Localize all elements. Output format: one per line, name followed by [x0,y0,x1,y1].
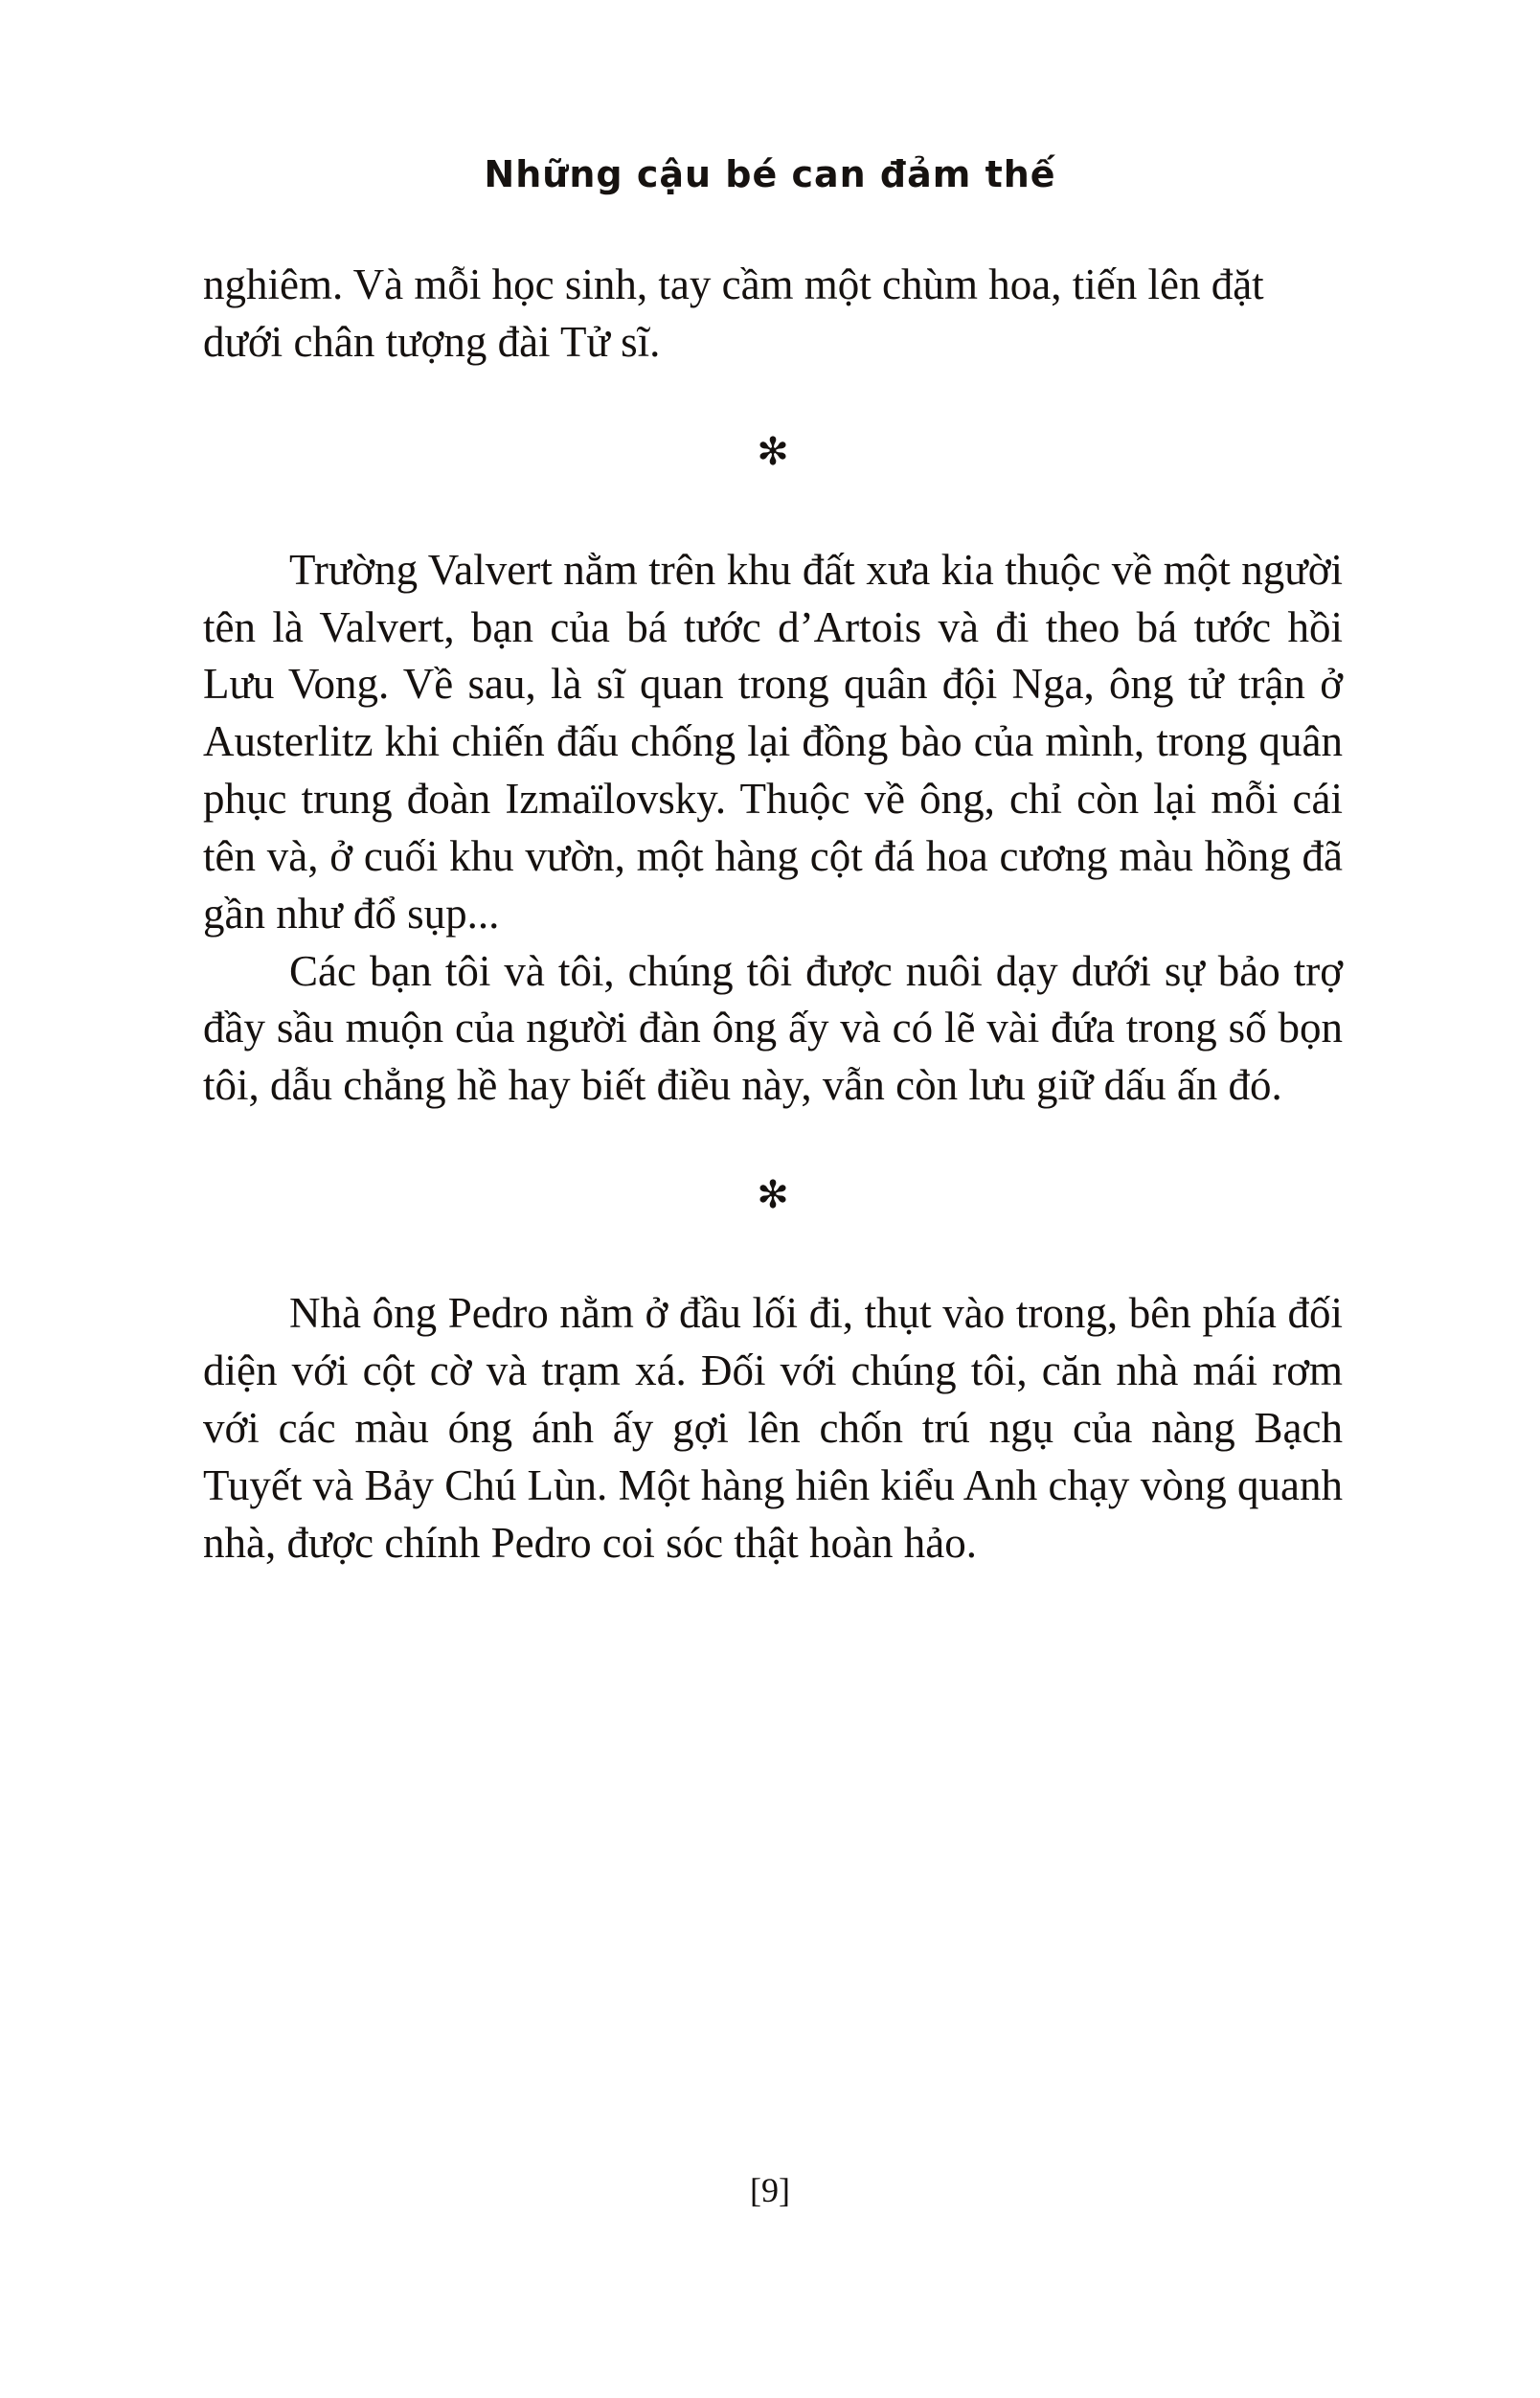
paragraph-valvert: Trường Valvert nằm trên khu đất xưa kia thuộc về một người tên là Valvert, bạn của bá tước d’Artois và đi theo bá tước hồi Lưu Vong. Về sau, là sĩ quan trong quân đội Nga, ông tử trận ở Austerlitz khi chiến đấu chống lại đồng bào của mình, trong quân phục trung đoàn Izmaïlovsky. Thuộc về ông, chỉ còn lại mỗi cái tên và, ở cuối khu vườn, một hàng cột đá hoa cương màu hồng đã gần như đổ sụp... [203,545,1343,938]
section-separator-2: ✻ [757,1173,789,1217]
paragraph-pedro: Nhà ông Pedro nằm ở đầu lối đi, thụt vào trong, bên phía đối diện với cột cờ và trạm xá. Đối với chúng tôi, căn nhà mái rơm với các màu óng ánh ấy gợi lên chốn trú ngụ của nàng Bạch Tuyết và Bảy Chú Lùn. Một hàng hiên kiểu Anh chạy vòng quanh nhà, được chính Pedro coi sóc thật hoàn hảo. [203,1289,1343,1567]
paragraph-cacban: Các bạn tôi và tôi, chúng tôi được nuôi dạy dưới sự bảo trợ đầy sầu muộn của người đàn ông ấy và có lẽ vài đứa trong số bọn tôi, dẫu chẳng hề hay biết điều này, vẫn còn lưu giữ dấu ấn đó. [203,946,1343,1110]
section-separator-1: ✻ [757,429,789,473]
running-head: Những cậu bé can đảm thế [484,153,1056,195]
paragraph-continued: nghiêm. Và mỗi học sinh, tay cầm một chùm hoa, tiến lên đặt dưới chân tượng đài Tử sĩ. [203,260,1264,366]
page-body [203,257,1343,1572]
page-number: [9] [750,2171,790,2209]
